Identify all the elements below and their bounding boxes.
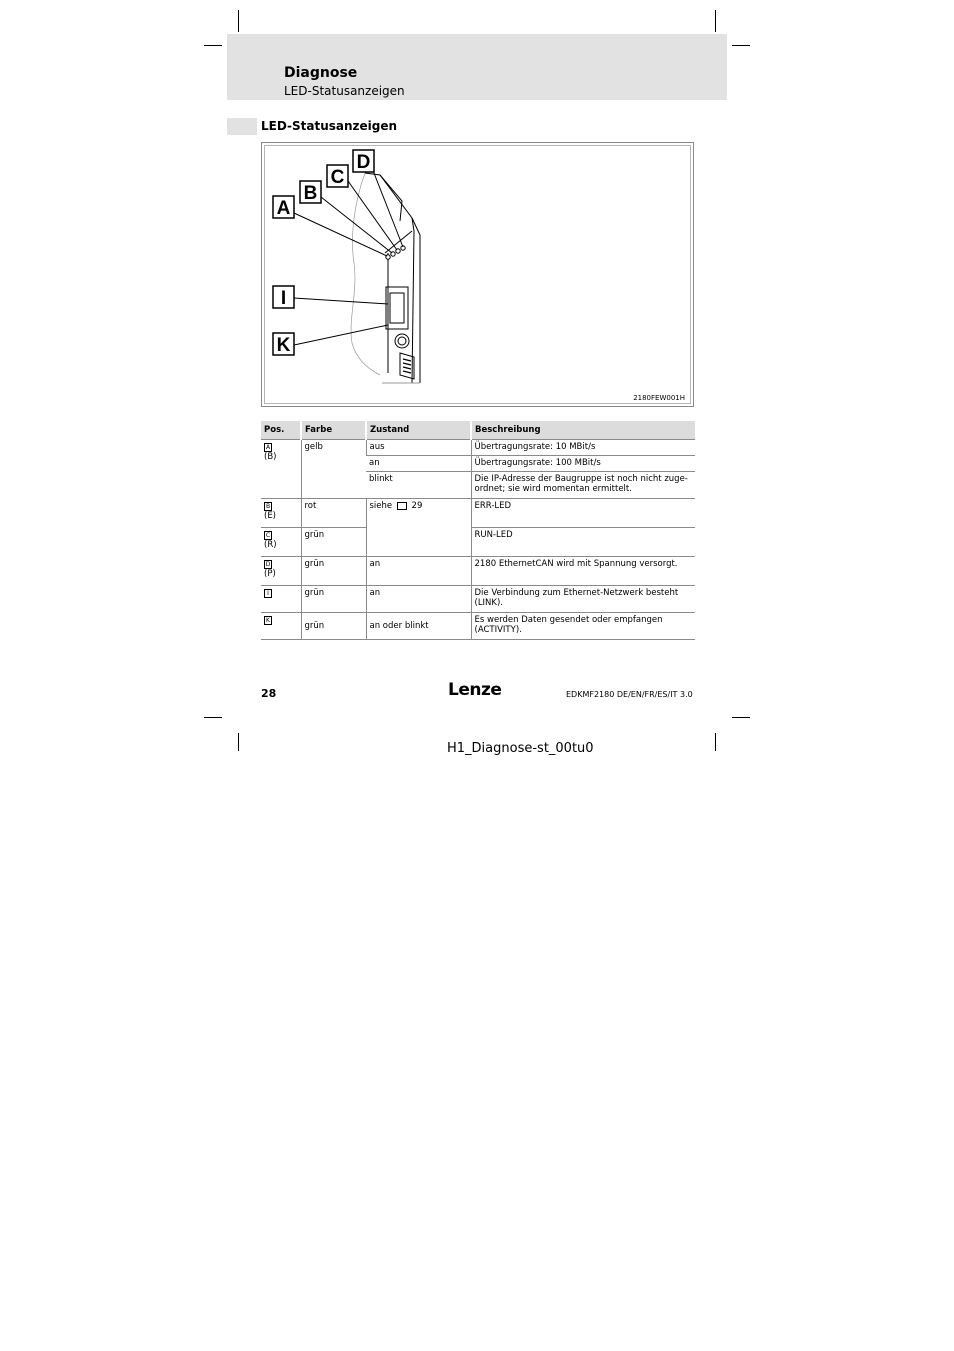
zustand-cell: an [366, 586, 471, 613]
pos-cell [261, 586, 301, 613]
device-illustration [262, 143, 693, 406]
zustand-cell: an [366, 557, 471, 586]
table-row [261, 499, 695, 528]
col-header-farbe: Farbe [301, 421, 366, 440]
pos-key: K [264, 616, 272, 625]
col-header-zustand: Zustand [366, 421, 471, 440]
table-row [261, 586, 695, 613]
crop-mark [238, 10, 239, 32]
document-code: EDKMF2180 DE/EN/FR/ES/IT 3.0 [566, 690, 693, 699]
crop-mark [732, 45, 750, 46]
pos-cell [261, 528, 301, 557]
crop-mark [715, 10, 716, 32]
pos-key: B [265, 503, 271, 510]
crop-mark [238, 733, 239, 751]
crop-mark [204, 45, 222, 46]
beschreibung-cell: Übertragungsrate: 100 MBit/s [471, 456, 695, 472]
table-row [261, 557, 695, 586]
figure-code: 2180FEW001H [633, 394, 685, 402]
beschreibung-cell: Übertragungsrate: 10 MBit/s [471, 440, 695, 456]
page-subtitle: LED-Statusanzeigen [284, 84, 405, 98]
table-row [261, 528, 695, 557]
file-caption: H1_Diagnose-st_00tu0 [447, 741, 594, 756]
zustand-cell [366, 499, 471, 557]
figure-frame [261, 142, 694, 407]
pos-sub: (R) [264, 540, 277, 550]
farbe-cell: grün [301, 528, 366, 557]
beschreibung-cell: RUN-LED [471, 528, 695, 557]
table-row [261, 613, 695, 640]
farbe-cell: grün [301, 557, 366, 586]
page-number: 28 [261, 687, 277, 700]
pos-sub: (E) [264, 511, 277, 521]
label-a: A [276, 198, 291, 219]
pos-key: D [265, 561, 271, 568]
zustand-cell: an [366, 456, 471, 472]
book-icon [397, 502, 407, 510]
farbe-cell: gelb [301, 440, 366, 499]
beschreibung-cell: Die Verbindung zum Ethernet-Netzwerk besteht (LINK). [471, 586, 695, 613]
farbe-cell: grün [301, 586, 366, 613]
pos-key: A [265, 444, 271, 451]
section-tab [227, 118, 257, 135]
label-k: K [276, 335, 291, 356]
pos-key: C [265, 532, 271, 539]
page-reference[interactable]: 29 [411, 501, 423, 511]
beschreibung-cell: Die IP-Adresse der Baugruppe ist noch nicht zuge-ordnet; sie wird momentan ermittelt. [471, 472, 695, 499]
zustand-text: siehe [369, 501, 393, 511]
table-row [261, 440, 695, 456]
farbe-cell: rot [301, 499, 366, 528]
crop-mark [204, 717, 222, 718]
section-title: LED-Statusanzeigen [261, 119, 398, 133]
zustand-cell: blinkt [366, 472, 471, 499]
zustand-cell: aus [366, 440, 471, 456]
beschreibung-cell: ERR-LED [471, 499, 695, 528]
pos-cell [261, 557, 301, 586]
crop-mark [715, 733, 716, 751]
pos-key: I [264, 589, 272, 598]
label-c: C [330, 167, 345, 188]
pos-cell [261, 499, 301, 528]
beschreibung-cell: Es werden Daten gesendet oder empfangen (ACTIVITY). [471, 613, 695, 640]
zustand-cell: an oder blinkt [366, 613, 471, 640]
label-b: B [303, 183, 318, 204]
led-status-table [261, 421, 695, 640]
beschreibung-cell: 2180 EthernetCAN wird mit Spannung versorgt. [471, 557, 695, 586]
page-title: Diagnose [284, 65, 358, 81]
lenze-logo: Lenze [448, 680, 502, 700]
label-i: I [280, 288, 287, 309]
pos-sub: (B) [264, 452, 277, 462]
pos-cell [261, 440, 301, 499]
crop-mark [732, 717, 750, 718]
col-header-beschreibung: Beschreibung [471, 421, 695, 440]
pos-cell [261, 613, 301, 640]
farbe-cell: grün [301, 613, 366, 640]
label-d: D [356, 152, 371, 173]
col-header-pos: Pos. [261, 421, 301, 440]
header-band [227, 34, 727, 100]
table-header-row [261, 421, 695, 440]
pos-sub: (P) [264, 569, 276, 579]
